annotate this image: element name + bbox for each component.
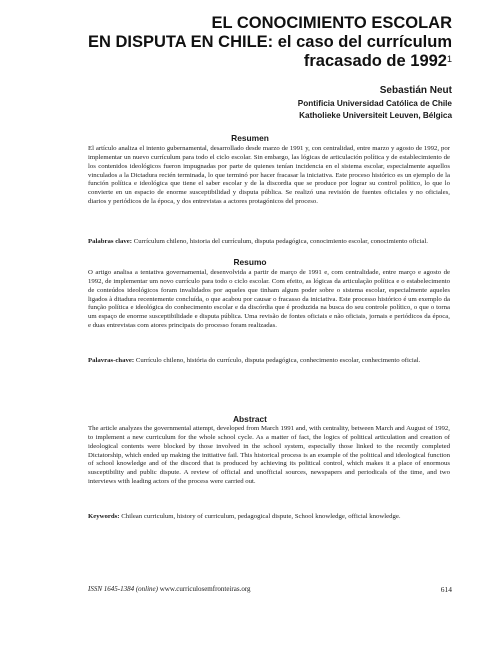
abstract-keywords [88, 513, 450, 522]
author-name: Sebastián Neut [379, 85, 452, 96]
abstract-heading: Abstract [233, 414, 267, 424]
title-line-3-text: fracasado de 1992 [303, 52, 447, 70]
title-line-3 [32, 52, 452, 71]
resumen-heading: Resumen [231, 133, 269, 143]
resumen-keywords [88, 238, 450, 247]
footnote-marker[interactable]: 1 [446, 54, 452, 64]
affiliations [298, 98, 452, 122]
resumen-body: El artículo analiza el intento gubernamental, desarrollado desde marzo de 1991 y, con centralidad, entre marzo y agosto de 1992, por implementar un nuevo currículum para todo el ciclo escolar. Sin embargo, las lógicas de articulación política y de establecimiento de los contenidos ideológicos fueron impugnadas por parte de quienes tenían incidencia en el sistema escolar, especialmente aquellos vinculados a la Dictadura recién terminada, lo que terminó por hacer fracasar la iniciativa. Este proceso histórico es un ejemplo de la función política e ideológica que tiene el saber escolar y de la discordia que se produce por lograr su control político, lo que lo convierte en un espacio de enorme susceptibilidad y disputa pública. Se realizó una revisión de fuentes oficiales y no oficiales, diarios y periódicos de la época, y dos entrevistas a actores protagónicos del proceso. [88, 145, 450, 206]
resumo-keywords-label: Palavras-chave: [88, 357, 135, 364]
article-title [32, 14, 452, 71]
resumo-heading: Resumo [233, 257, 267, 267]
abstract-body: The article analyzes the governmental attempt, developed from March 1991 and, with centrality, between March and August of 1992, to implement a new curriculum for the whole school cycle. As a matter of fact, the logics of political articulation and creation of ideological contents were blocked by those involved in the school system, especially those linked to the recently completed Dictatorship, which ended up making the initiative fail. This historical process is an example of the political and ideological function of school knowledge and of the discord that is produced by achieving its political control, which makes it a place of enormous susceptibility and public dispute. A review of official and unofficial sources, newspapers and periodicals of the time, and two interviews with leading actors of the process were carried out. [88, 425, 450, 486]
affiliation-1: Pontificia Universidad Católica de Chile [297, 99, 452, 108]
resumen-keywords-label: Palabras clave: [88, 238, 133, 245]
resumo-body: O artigo analisa a tentativa governamental, desenvolvida a partir de março de 1991 e, com centralidade, entre março e agosto de 1992, de implementar um novo currículo para todo o ciclo escolar. Com efeito, as lógicas da articulação política e o estabelecimento de conteúdos ideológicos foram invalidados por aqueles que tinham algum poder sobre o sistema escolar, especialmente aqueles ligados à ditadura recentemente concluída, o que acabou por causar o fracasso da iniciativa. Este processo histórico é um exemplo da função política e ideológica do conhecimento escolar e da discórdia que é produzida na busca do seu controle político, o que o torna um espaço de enorme susceptibilidade e disputa pública. Uma revisão de fontes oficiais e não oficiais, jornais e periódicos da época, e duas entrevistas com atores principais do processo foram realizadas. [88, 269, 450, 330]
resumo-keywords [88, 357, 450, 366]
footer-issn-url [88, 585, 251, 593]
affiliation-2: Katholieke Universiteit Leuven, Bélgica [299, 111, 452, 120]
resumo-keywords-text: Currículo chileno, história do currículo, disputa pedagógica, conhecimento escolar, conhecimento oficial. [134, 357, 421, 364]
title-line-1: EL CONOCIMIENTO ESCOLAR [211, 14, 452, 32]
footer-issn: ISSN 1645-1384 (online) [88, 585, 158, 593]
footer-url[interactable]: www.curriculosemfronteiras.org [158, 585, 251, 593]
page-number: 614 [440, 585, 452, 594]
abstract-keywords-label: Keywords: [88, 513, 120, 520]
resumen-keywords-text: Currículum chileno, historia del currículum, disputa pedagógica, conocimiento escolar, conocimiento oficial. [132, 238, 428, 245]
title-line-2: EN DISPUTA EN CHILE: el caso del currículum [88, 33, 452, 51]
abstract-keywords-text: Chilean curriculum, history of curriculum, pedagogical dispute, School knowledge, official knowledge. [119, 513, 401, 520]
